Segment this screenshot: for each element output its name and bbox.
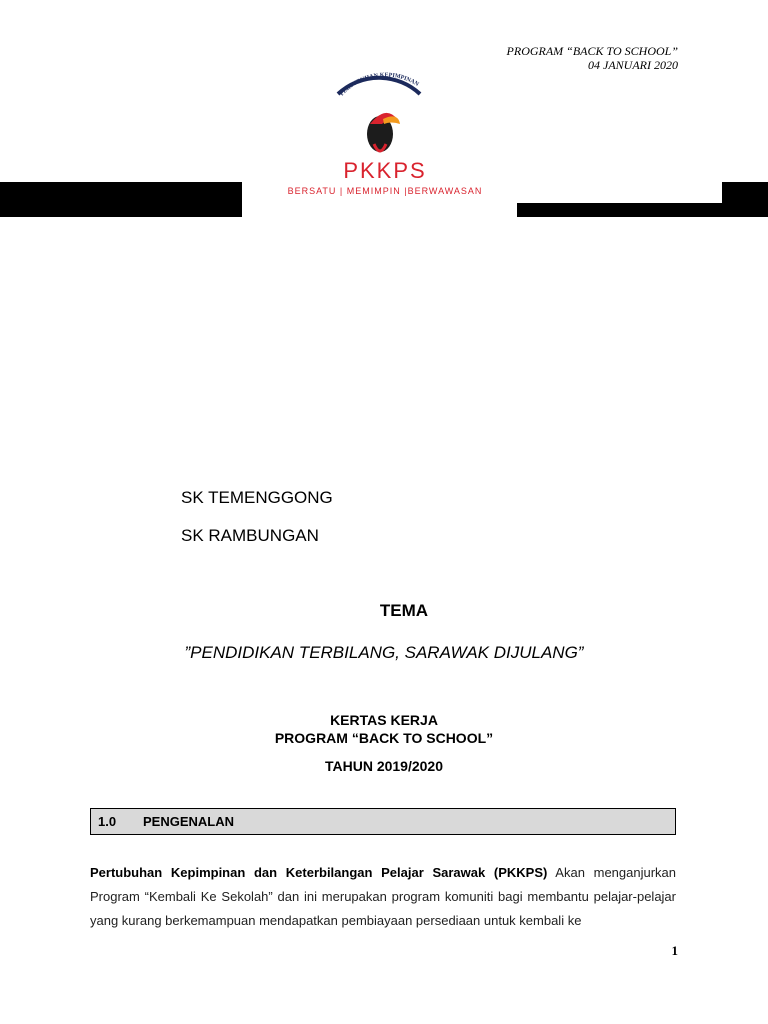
header-program-line: PROGRAM “BACK TO SCHOOL” bbox=[506, 44, 678, 58]
section-heading-box bbox=[90, 808, 676, 835]
intro-paragraph bbox=[90, 861, 676, 933]
section-number: 1.0 bbox=[98, 814, 117, 829]
black-bar-right-low bbox=[517, 203, 768, 217]
tema-heading: TEMA bbox=[379, 601, 429, 620]
pkkps-logo bbox=[270, 62, 500, 202]
kertas-kerja-program: PROGRAM “BACK TO SCHOOL” bbox=[274, 730, 494, 746]
page-number: 1 bbox=[671, 943, 678, 958]
tema-text: ”PENDIDIKAN TERBILANG, SARAWAK DIJULANG” bbox=[184, 643, 584, 662]
kertas-kerja-title: KERTAS KERJA bbox=[330, 712, 438, 728]
logo-tagline: BERSATU | MEMIMPIN |BERWAWASAN bbox=[287, 186, 483, 196]
black-bar-left bbox=[0, 182, 242, 217]
header-date-line: 04 JANUARI 2020 bbox=[588, 58, 678, 72]
school-name-1: SK TEMENGGONG bbox=[181, 488, 333, 507]
hornbill-icon bbox=[367, 113, 400, 152]
paragraph-text: Akan menganjurkan Program “Kembali Ke Sekolah” dan ini merupakan program komuniti bagi membantu pelajar-pelajar yang kurang berkemampuan mendapatkan pembiayaan persediaan untuk kembali ke bbox=[90, 865, 676, 928]
logo-arc-text: PERTUBUHAN KEPIMPINAN bbox=[339, 72, 420, 98]
section-title: PENGENALAN bbox=[143, 814, 235, 829]
logo-name: PKKPS bbox=[343, 158, 427, 183]
document-header bbox=[507, 44, 678, 72]
organisation-name: Pertubuhan Kepimpinan dan Keterbilangan Pelajar Sarawak (PKKPS) bbox=[90, 865, 548, 880]
school-name-2: SK RAMBUNGAN bbox=[181, 526, 319, 545]
kertas-kerja-year: TAHUN 2019/2020 bbox=[324, 758, 444, 774]
